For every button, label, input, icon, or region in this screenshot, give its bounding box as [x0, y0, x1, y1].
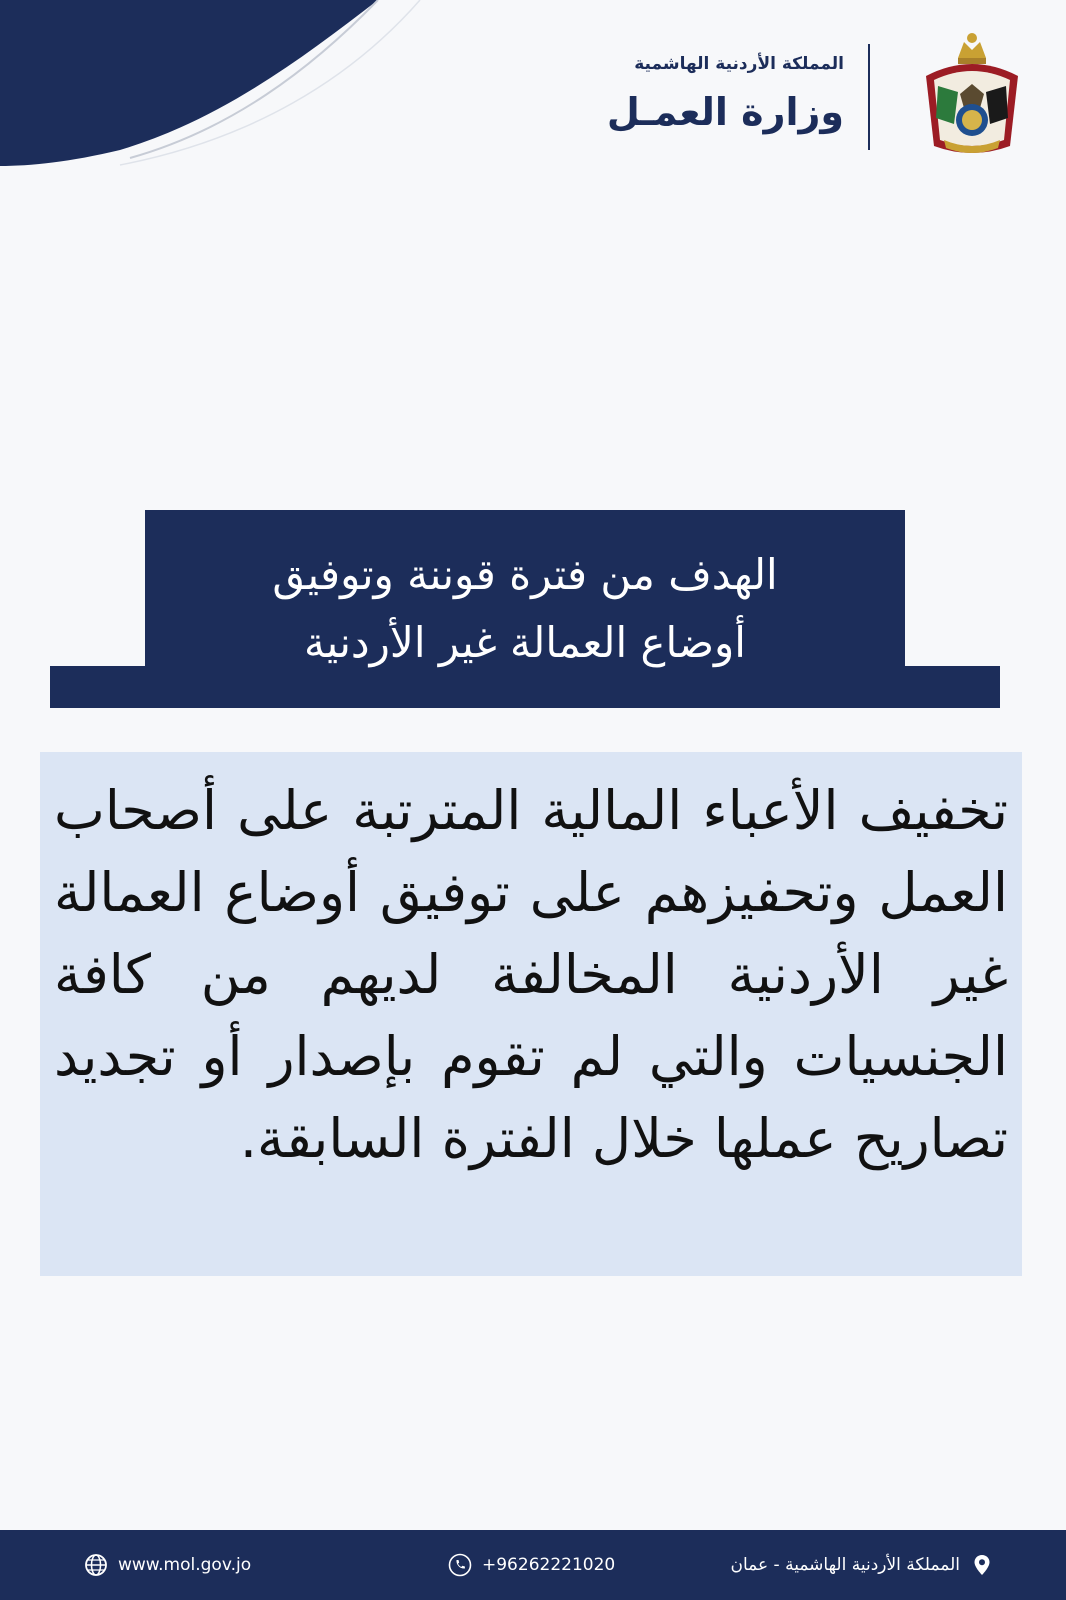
kingdom-name: المملكة الأردنية الهاشمية — [634, 54, 844, 74]
jordan-coat-of-arms-icon — [914, 28, 1030, 164]
corner-wave-decoration — [0, 0, 440, 170]
website-text: www.mol.gov.jo — [118, 1555, 252, 1575]
title-line-2: أوضاع العمالة غير الأردنية — [304, 618, 746, 667]
title-line-1: الهدف من فترة قوننة وتوفيق — [272, 550, 778, 599]
content-box — [40, 752, 1022, 1276]
body-paragraph: تخفيف الأعباء المالية المترتبة على أصحاب العمل وتحفيزهم على توفيق أوضاع العمالة غير الأردنية المخالفة لديهم من كافة الجنسيات والتي لم تقوم بإصدار أو تجديد تصاريح عملها خلال الفترة السابقة. — [54, 779, 1008, 1170]
globe-icon — [84, 1553, 108, 1577]
footer-address — [731, 1530, 994, 1600]
footer-phone[interactable] — [448, 1530, 615, 1600]
footer-bar — [0, 1530, 1066, 1600]
ministry-header — [590, 28, 1030, 168]
phone-icon — [448, 1553, 472, 1577]
location-pin-icon — [970, 1553, 994, 1577]
ministry-name: وزارة العمـل — [606, 90, 844, 134]
header-divider — [868, 44, 870, 150]
footer-website[interactable] — [84, 1530, 251, 1600]
title-banner — [145, 510, 905, 708]
phone-text: +96262221020 — [482, 1555, 616, 1575]
address-text: المملكة الأردنية الهاشمية - عمان — [730, 1555, 960, 1575]
